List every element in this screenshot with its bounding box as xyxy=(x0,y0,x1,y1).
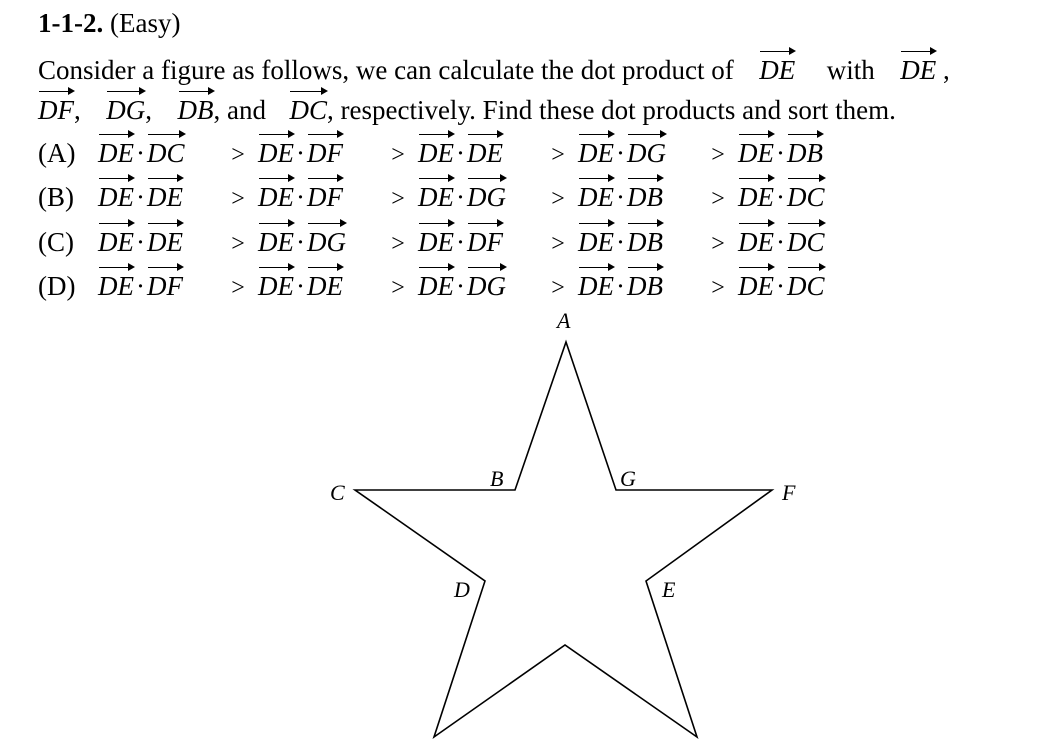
dot-operator: · xyxy=(136,271,145,301)
greater-than-sign: > xyxy=(391,142,405,168)
vector-DE: DE xyxy=(258,175,294,209)
vector-DE: DE xyxy=(418,131,454,165)
vector-DC: DC xyxy=(787,264,825,298)
vector-DE: DE xyxy=(418,175,454,209)
vector-DC: DC xyxy=(289,88,327,122)
difficulty-label: (Easy) xyxy=(109,8,181,38)
vector-DE: DE xyxy=(147,220,183,254)
vector-DC: DC xyxy=(787,220,825,254)
greater-than-sign: > xyxy=(391,186,405,212)
option-label: (A) xyxy=(38,138,76,168)
vector-DE: DE xyxy=(98,131,134,165)
vector-DG: DG xyxy=(627,131,666,165)
comma: , xyxy=(74,95,81,125)
vector-DG: DG xyxy=(467,264,506,298)
greater-than-sign: > xyxy=(231,231,245,257)
vector-DF: DF xyxy=(307,131,343,165)
problem-number: 1-1-2. xyxy=(38,8,104,38)
statement-suffix: , respectively. Find these dot products and sort them. xyxy=(327,95,896,125)
vector-DE: DE xyxy=(418,264,454,298)
dot-operator: · xyxy=(616,227,625,257)
vector-DG: DG xyxy=(467,175,506,209)
vector-DE: DE xyxy=(98,264,134,298)
statement-with: with xyxy=(826,55,875,85)
vector-DE: DE xyxy=(738,220,774,254)
dot-operator: · xyxy=(136,182,145,212)
vector-DE: DE xyxy=(258,264,294,298)
point-label-A: A xyxy=(557,308,571,333)
vector-DG: DG xyxy=(106,88,145,122)
vector-DB: DB xyxy=(627,175,663,209)
point-label-B: B xyxy=(490,466,504,491)
dot-operator: · xyxy=(296,271,305,301)
dot-operator: · xyxy=(776,182,785,212)
greater-than-sign: > xyxy=(551,231,565,257)
vector-DB: DB xyxy=(787,131,823,165)
dot-operator: · xyxy=(776,271,785,301)
greater-than-sign: > xyxy=(391,275,405,301)
vector-DC: DC xyxy=(147,131,185,165)
dot-operator: · xyxy=(616,138,625,168)
vector-DE: DE xyxy=(578,175,614,209)
dot-operator: · xyxy=(616,182,625,212)
dot-operator: · xyxy=(456,271,465,301)
vector-DE: DE xyxy=(738,175,774,209)
greater-than-sign: > xyxy=(551,275,565,301)
comma: , xyxy=(145,95,152,125)
vector-DE: DE xyxy=(258,220,294,254)
option-label: (C) xyxy=(38,227,74,257)
greater-than-sign: > xyxy=(711,142,725,168)
option-label: (D) xyxy=(38,271,76,301)
vector-DE-2: DE xyxy=(900,48,936,82)
statement-text: Consider a figure as follows, we can calculate the dot product of xyxy=(38,55,734,85)
dot-operator: · xyxy=(456,138,465,168)
point-label-G: G xyxy=(620,466,636,491)
dot-operator: · xyxy=(296,227,305,257)
greater-than-sign: > xyxy=(711,231,725,257)
greater-than-sign: > xyxy=(231,275,245,301)
vector-DE: DE xyxy=(738,131,774,165)
star-outline xyxy=(355,342,772,737)
vector-DE: DE xyxy=(98,220,134,254)
vector-DF: DF xyxy=(147,264,183,298)
vector-DE: DE xyxy=(467,131,503,165)
dot-operator: · xyxy=(456,227,465,257)
comma: , xyxy=(943,55,950,85)
vector-DC: DC xyxy=(787,175,825,209)
vector-DF: DF xyxy=(307,175,343,209)
dot-operator: · xyxy=(296,182,305,212)
vector-DB: DB xyxy=(178,88,214,122)
vector-DE: DE xyxy=(578,131,614,165)
greater-than-sign: > xyxy=(551,186,565,212)
vector-DE: DE xyxy=(258,131,294,165)
statement-and: , and xyxy=(213,95,266,125)
greater-than-sign: > xyxy=(711,275,725,301)
greater-than-sign: > xyxy=(231,186,245,212)
vector-DE: DE xyxy=(759,48,795,82)
vector-DB: DB xyxy=(627,220,663,254)
vector-DE: DE xyxy=(738,264,774,298)
vector-DE: DE xyxy=(418,220,454,254)
greater-than-sign: > xyxy=(711,186,725,212)
point-label-F: F xyxy=(782,480,796,505)
dot-operator: · xyxy=(616,271,625,301)
vector-DE: DE xyxy=(578,264,614,298)
dot-operator: · xyxy=(136,227,145,257)
greater-than-sign: > xyxy=(391,231,405,257)
vector-DB: DB xyxy=(627,264,663,298)
dot-operator: · xyxy=(456,182,465,212)
point-label-D: D xyxy=(454,577,470,602)
dot-operator: · xyxy=(776,227,785,257)
vector-DF: DF xyxy=(38,88,74,122)
point-label-C: C xyxy=(330,480,345,505)
vector-DE: DE xyxy=(147,175,183,209)
dot-operator: · xyxy=(776,138,785,168)
vector-DE: DE xyxy=(98,175,134,209)
dot-operator: · xyxy=(136,138,145,168)
vector-DE: DE xyxy=(307,264,343,298)
point-label-E: E xyxy=(662,577,676,602)
dot-operator: · xyxy=(296,138,305,168)
vector-DE: DE xyxy=(578,220,614,254)
option-label: (B) xyxy=(38,182,74,212)
vector-DF: DF xyxy=(467,220,503,254)
greater-than-sign: > xyxy=(231,142,245,168)
vector-DG: DG xyxy=(307,220,346,254)
greater-than-sign: > xyxy=(551,142,565,168)
